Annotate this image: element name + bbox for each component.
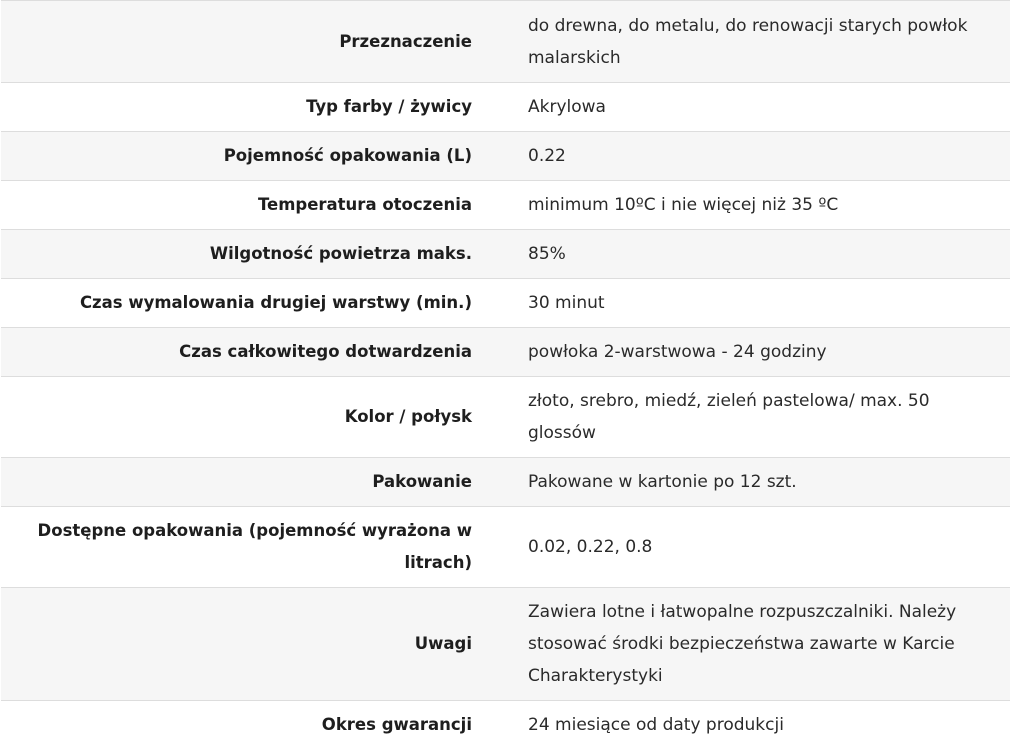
spec-value: 30 minut xyxy=(504,279,1010,328)
spec-row-available-sizes xyxy=(1,507,1010,588)
spec-row-temperature xyxy=(1,181,1010,230)
spec-label: Okres gwarancji xyxy=(1,701,504,749)
spec-row-purpose xyxy=(1,1,1010,83)
spec-label: Wilgotność powietrza maks. xyxy=(1,230,504,279)
spec-row-paint-type xyxy=(1,83,1010,132)
spec-row-notes xyxy=(1,588,1010,701)
spec-value: 0.22 xyxy=(504,132,1010,181)
spec-label: Kolor / połysk xyxy=(1,377,504,458)
spec-label: Temperatura otoczenia xyxy=(1,181,504,230)
spec-value: 0.02, 0.22, 0.8 xyxy=(504,507,1010,588)
spec-row-packing xyxy=(1,458,1010,507)
spec-label: Pojemność opakowania (L) xyxy=(1,132,504,181)
spec-value: Pakowane w kartonie po 12 szt. xyxy=(504,458,1010,507)
spec-label: Czas wymalowania drugiej warstwy (min.) xyxy=(1,279,504,328)
spec-value: złoto, srebro, miedź, zieleń pastelowa/ max. 50 glossów xyxy=(504,377,1010,458)
spec-label: Uwagi xyxy=(1,588,504,701)
product-spec-table xyxy=(1,0,1010,749)
spec-value: Akrylowa xyxy=(504,83,1010,132)
spec-value: minimum 10ºC i nie więcej niż 35 ºC xyxy=(504,181,1010,230)
spec-label: Typ farby / żywicy xyxy=(1,83,504,132)
spec-row-cure-time xyxy=(1,328,1010,377)
spec-row-capacity xyxy=(1,132,1010,181)
spec-label: Przeznaczenie xyxy=(1,1,504,83)
spec-row-warranty xyxy=(1,701,1010,749)
spec-label: Czas całkowitego dotwardzenia xyxy=(1,328,504,377)
spec-value: Zawiera lotne i łatwopalne rozpuszczalniki. Należy stosować środki bezpieczeństwa zawarte w Karcie Charakterystyki xyxy=(504,588,1010,701)
spec-row-humidity xyxy=(1,230,1010,279)
spec-value: do drewna, do metalu, do renowacji starych powłok malarskich xyxy=(504,1,1010,83)
spec-value: 24 miesiące od daty produkcji xyxy=(504,701,1010,749)
spec-value: 85% xyxy=(504,230,1010,279)
spec-row-recoat-time xyxy=(1,279,1010,328)
spec-label: Dostępne opakowania (pojemność wyrażona w litrach) xyxy=(1,507,504,588)
spec-value: powłoka 2-warstwowa - 24 godziny xyxy=(504,328,1010,377)
spec-row-color-gloss xyxy=(1,377,1010,458)
spec-label: Pakowanie xyxy=(1,458,504,507)
